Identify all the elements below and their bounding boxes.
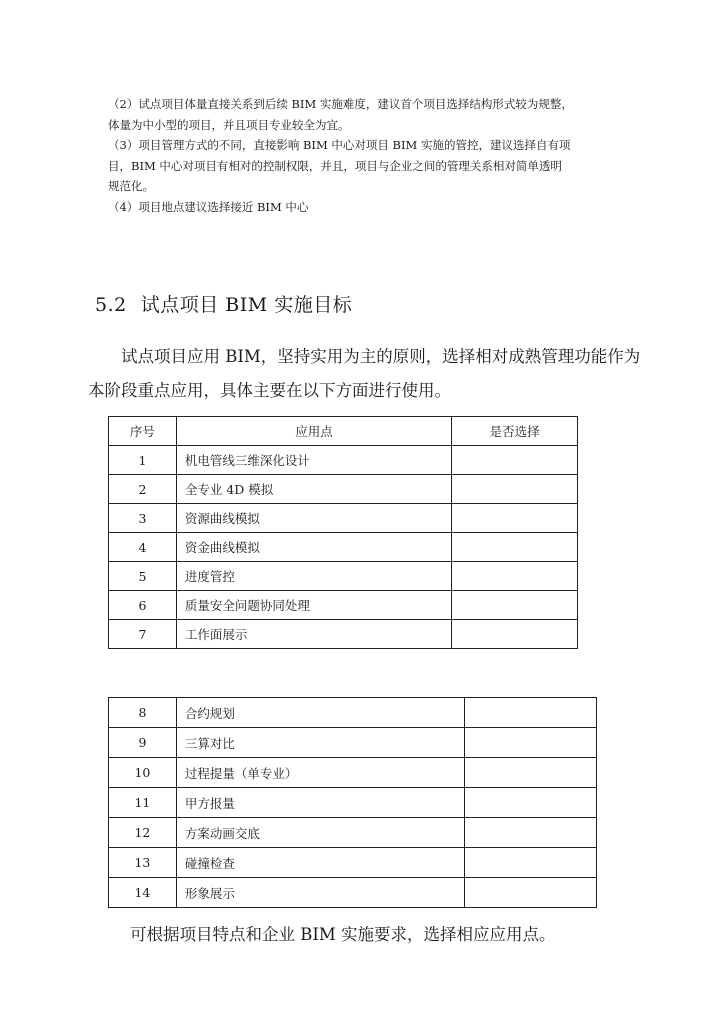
row-number: 8 xyxy=(109,698,177,728)
table-row xyxy=(109,562,578,591)
intro-line: 规范化。 xyxy=(108,179,154,193)
table-row xyxy=(109,788,597,818)
header-item: 应用点 xyxy=(176,417,451,446)
row-number: 11 xyxy=(109,788,177,818)
application-table-part1 xyxy=(108,416,578,649)
section-heading xyxy=(95,290,352,317)
table-row xyxy=(109,446,578,475)
intro-line: （4）项目地点建议选择接近 BIM 中心 xyxy=(108,199,309,214)
row-number: 14 xyxy=(109,878,177,908)
table-row xyxy=(109,620,578,649)
table-row xyxy=(109,758,597,788)
row-number: 10 xyxy=(109,758,177,788)
row-number: 6 xyxy=(109,591,177,620)
section-number: 5.2 xyxy=(95,294,127,316)
application-point: 工作面展示 xyxy=(176,620,451,649)
row-number: 7 xyxy=(109,620,177,649)
selection-cell[interactable] xyxy=(452,562,578,591)
application-point: 过程提量（单专业） xyxy=(176,758,464,788)
selection-cell[interactable] xyxy=(452,620,578,649)
selection-cell[interactable] xyxy=(465,728,597,758)
application-point: 机电管线三维深化设计 xyxy=(176,446,451,475)
table-row xyxy=(109,504,578,533)
row-number: 5 xyxy=(109,562,177,591)
application-point: 质量安全问题协同处理 xyxy=(176,591,451,620)
selection-cell[interactable] xyxy=(465,878,597,908)
application-point: 碰撞检查 xyxy=(176,848,464,878)
application-point: 资金曲线模拟 xyxy=(176,533,451,562)
table-row xyxy=(109,728,597,758)
intro-line: 体量为中小型的项目，并且项目专业较全为宜。 xyxy=(108,117,350,132)
application-point: 全专业 4D 模拟 xyxy=(176,475,451,504)
application-point: 形象展示 xyxy=(176,878,464,908)
row-number: 1 xyxy=(109,446,177,475)
table-row xyxy=(109,475,578,504)
closing-text: 可根据项目特点和企业 BIM 实施要求，选择相应应用点。 xyxy=(130,925,556,944)
row-number: 12 xyxy=(109,818,177,848)
selection-cell[interactable] xyxy=(465,698,597,728)
header-selected: 是否选择 xyxy=(452,417,578,446)
application-point: 方案动画交底 xyxy=(176,818,464,848)
table-row xyxy=(109,848,597,878)
application-point: 甲方报量 xyxy=(176,788,464,818)
table-row xyxy=(109,878,597,908)
selection-cell[interactable] xyxy=(452,591,578,620)
intro-line: 目，BIM 中心对项目有相对的控制权限，并且，项目与企业之间的管理关系相对简单透明 xyxy=(108,158,562,173)
section-title: 试点项目 BIM 实施目标 xyxy=(140,294,353,316)
intro-paragraph xyxy=(108,94,638,217)
intro-line: （3）项目管理方式的不同，直接影响 BIM 中心对项目 BIM 实施的管控，建议选择自有项 xyxy=(108,138,571,152)
selection-cell[interactable] xyxy=(452,533,578,562)
application-point: 资源曲线模拟 xyxy=(176,504,451,533)
table-row xyxy=(109,533,578,562)
selection-cell[interactable] xyxy=(452,475,578,504)
table-row xyxy=(109,698,597,728)
application-point: 进度管控 xyxy=(176,562,451,591)
row-number: 13 xyxy=(109,848,177,878)
selection-cell[interactable] xyxy=(465,818,597,848)
row-number: 9 xyxy=(109,728,177,758)
selection-cell[interactable] xyxy=(465,758,597,788)
application-point: 合约规划 xyxy=(176,698,464,728)
row-number: 2 xyxy=(109,475,177,504)
body-paragraph: 试点项目应用 BIM，坚持实用为主的原则，选择相对成熟管理功能作为本阶段重点应用，具体主要在以下方面进行使用。 xyxy=(88,347,641,400)
table-header-row xyxy=(109,417,578,446)
header-no: 序号 xyxy=(109,417,177,446)
application-point: 三算对比 xyxy=(176,728,464,758)
row-number: 4 xyxy=(109,533,177,562)
intro-line: （2）试点项目体量直接关系到后续 BIM 实施难度，建议首个项目选择结构形式较为规整， xyxy=(108,97,573,111)
selection-cell[interactable] xyxy=(452,446,578,475)
row-number: 3 xyxy=(109,504,177,533)
application-table-part2 xyxy=(108,697,597,908)
table-row xyxy=(109,591,578,620)
table-row xyxy=(109,818,597,848)
selection-cell[interactable] xyxy=(452,504,578,533)
selection-cell[interactable] xyxy=(465,788,597,818)
selection-cell[interactable] xyxy=(465,848,597,878)
